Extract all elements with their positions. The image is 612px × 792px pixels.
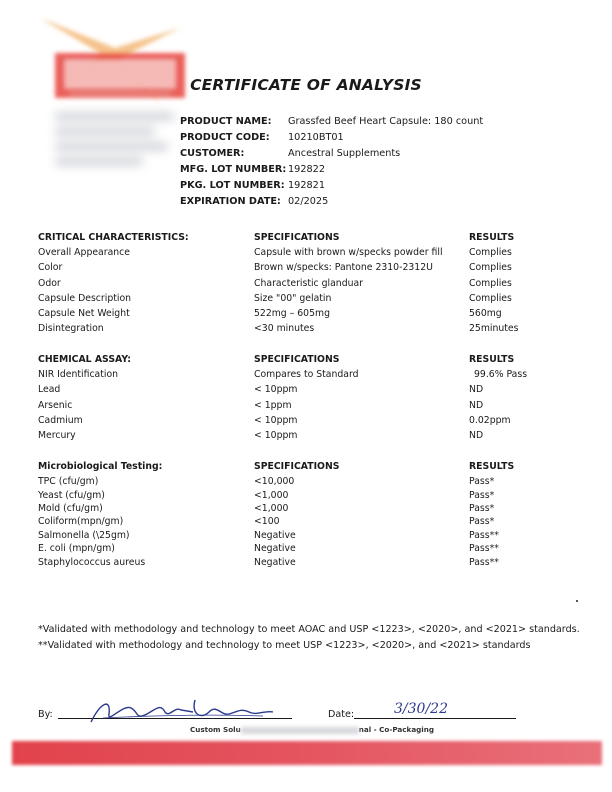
table-row: Yeast (cfu/gm) <1,000 Pass* (38, 489, 495, 501)
table-row: Disintegration <30 minutes 25minutes (38, 323, 519, 335)
table-row: TPC (cfu/gm) <10,000 Pass* (38, 476, 495, 488)
table-header: Microbiological Testing: SPECIFICATIONS RESULTS (38, 461, 515, 472)
table-row: Mercury < 10ppm ND (38, 429, 484, 441)
company-address-redacted (55, 105, 180, 195)
company-footer: Custom Solu nal - Co-Packaging (190, 725, 435, 734)
table-row: Capsule Net Weight 522mg – 605mg 560mg (38, 307, 502, 319)
footnotes (38, 622, 580, 654)
speck (576, 600, 578, 602)
footnote-2: **Validated with methodology and technology to meet USP <1223>, <2020>, and <2021> standards (38, 640, 531, 651)
table-row: Arsenic < 1ppm ND (38, 399, 484, 411)
footnote-1: *Validated with methodology and technology to meet AOAC and USP <1223>, <2020>, and <2021> standards. (38, 624, 580, 635)
mfg-lot-row: MFG. LOT NUMBER: 192822 (180, 164, 325, 175)
table-row: Salmonella (\25gm) Negative Pass** (38, 529, 499, 541)
product-code-row: PRODUCT CODE: 10210BT01 (180, 132, 344, 143)
date-line (354, 718, 516, 719)
table-row: Color Brown w/specks: Pantone 2310-2312U Complies (38, 262, 512, 274)
date-label: Date: (328, 709, 355, 720)
table-row: Odor Characteristic glanduar Complies (38, 277, 512, 289)
pkg-lot-row: PKG. LOT NUMBER: 192821 (180, 180, 325, 191)
expiration-row: EXPIRATION DATE: 02/2025 (180, 196, 329, 207)
redacted-text (241, 727, 359, 734)
table-row: Overall Appearance Capsule with brown w/specks powder fill Complies (38, 247, 512, 259)
page-title: CERTIFICATE OF ANALYSIS (190, 76, 422, 94)
by-label: By: (38, 709, 53, 720)
footer-bar (12, 741, 602, 765)
table-row: E. coli (mpn/gm) Negative Pass** (38, 543, 499, 555)
table-row: Coliform(mpn/gm) <100 Pass* (38, 516, 495, 528)
customer-row: CUSTOMER: Ancestral Supplements (180, 148, 401, 159)
product-info (180, 114, 483, 210)
chemical-section (0, 352, 612, 443)
table-header: CHEMICAL ASSAY: SPECIFICATIONS RESULTS (38, 354, 515, 365)
date-value: 3/30/22 (394, 701, 448, 717)
handwritten-signature-icon (83, 694, 283, 728)
table-header: CRITICAL CHARACTERISTICS: SPECIFICATIONS RESULTS (38, 232, 515, 243)
table-row: Mold (cfu/gm) <1,000 Pass* (38, 502, 495, 514)
table-row: Capsule Description Size "00" gelatin Complies (38, 292, 512, 304)
critical-section (0, 230, 612, 336)
table-row: Staphylococcus aureus Negative Pass** (38, 556, 499, 568)
product-name-row: PRODUCT NAME: Grassfed Beef Heart Capsule: 180 count (180, 116, 484, 127)
table-row: NIR Identification Compares to Standard 99.6% Pass (38, 369, 528, 381)
company-logo-icon (30, 8, 190, 118)
table-row: Cadmium < 10ppm 0.02ppm (38, 414, 511, 426)
table-row: Lead < 10ppm ND (38, 384, 484, 396)
micro-section (0, 460, 612, 569)
